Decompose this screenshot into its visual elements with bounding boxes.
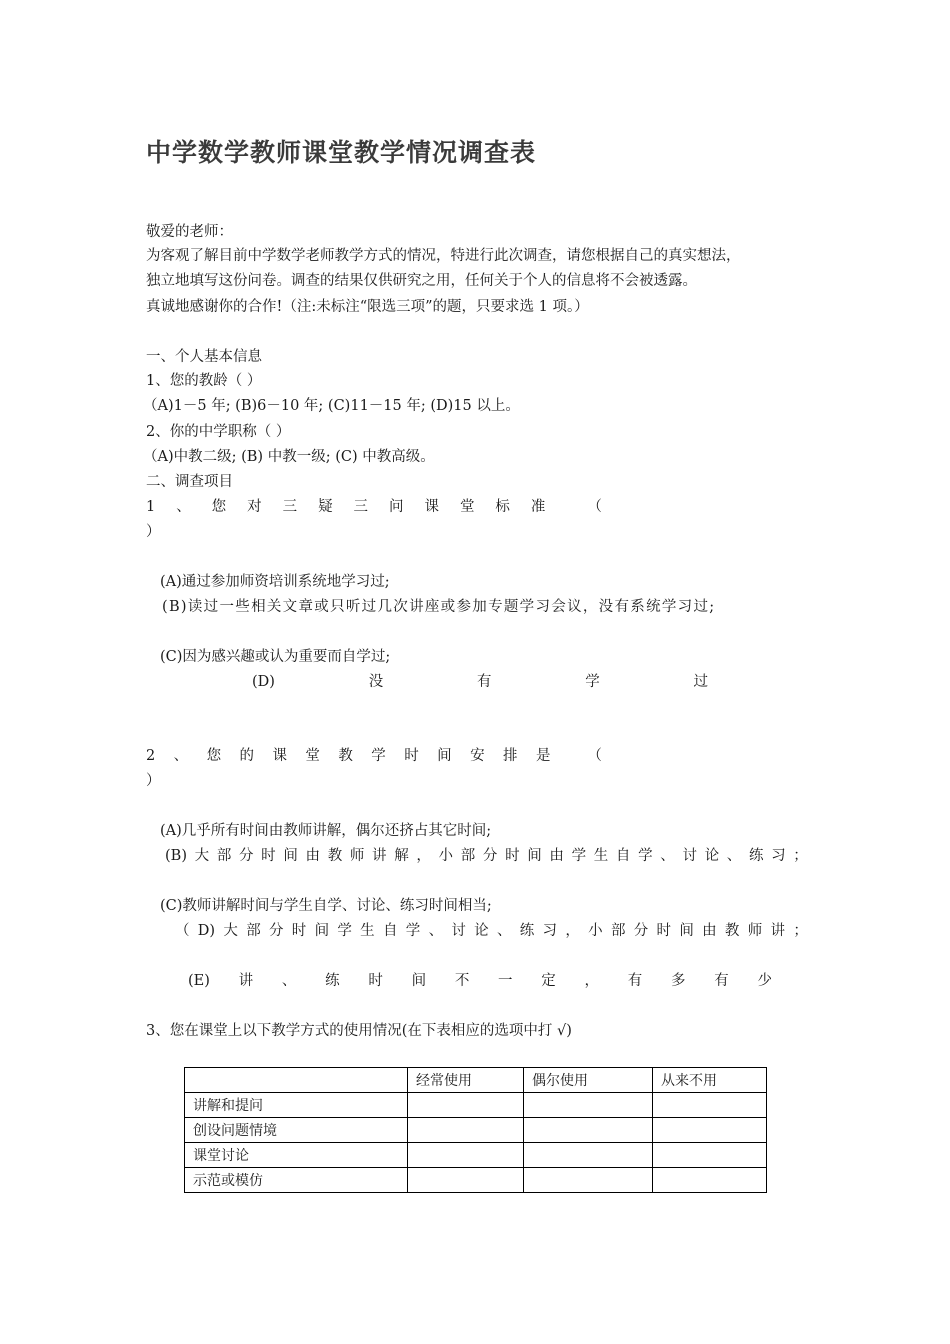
option-char: 有 — [714, 973, 729, 989]
question-char: 三 — [353, 499, 369, 515]
table-cell[interactable] — [524, 1168, 653, 1193]
option-char: 教 — [724, 923, 740, 939]
table-row — [185, 1093, 767, 1118]
question-char: 您 — [211, 499, 227, 515]
table-row — [185, 1168, 767, 1193]
question-char: 教 — [338, 748, 353, 764]
option-char: 少 — [757, 973, 772, 989]
option-char: 学 — [405, 923, 421, 939]
table-row-label: 创设问题情境 — [185, 1118, 408, 1143]
option-char: 自 — [615, 848, 631, 864]
option-char: 有 — [627, 973, 643, 989]
question-char: 标 — [495, 499, 510, 515]
q1-option-a: (A)通过参加师资培训系统地学习过; — [160, 574, 390, 590]
option-char: 由 — [702, 923, 717, 939]
option-char: 时 — [368, 973, 383, 989]
question-2-close: ） — [146, 773, 161, 789]
option-char: ， — [584, 973, 600, 989]
option-char: 师 — [349, 848, 365, 864]
question-char: 对 — [247, 499, 262, 515]
question-char: 三 — [282, 499, 298, 515]
question-char: 2 — [146, 748, 156, 764]
question-char: 时 — [404, 748, 419, 764]
q2-option-c: (C)教师讲解时间与学生自学、讨论、练习时间相当; — [160, 898, 492, 914]
option-char: 生 — [593, 848, 609, 864]
question-title-rank: 2、你的中学职称（ ） — [146, 424, 291, 440]
question-char: 是 — [535, 748, 551, 764]
option-char: 、 — [660, 848, 675, 864]
table-cell[interactable] — [653, 1143, 767, 1168]
option-char: 间 — [679, 923, 694, 939]
option-char: 学 — [638, 848, 653, 864]
table-cell[interactable] — [653, 1093, 767, 1118]
table-cell[interactable] — [653, 1168, 767, 1193]
question-char: 准 — [530, 499, 546, 515]
option-char: (E) — [188, 973, 210, 989]
question-char: 1 — [146, 499, 156, 515]
question-char: 、 — [173, 748, 189, 764]
option-char: 讨 — [682, 848, 697, 864]
option-char: 讨 — [451, 923, 466, 939]
option-char: 由 — [549, 848, 564, 864]
table-cell[interactable] — [408, 1118, 524, 1143]
question-1-close: ） — [146, 524, 161, 540]
option-char: 、 — [428, 923, 444, 939]
intro-line-1: 为客观了解目前中学数学老师教学方式的情况，特进行此次调查，请您根据自己的真实想法， — [146, 248, 741, 264]
table-cell[interactable] — [408, 1143, 524, 1168]
option-char: 学 — [571, 848, 587, 864]
option-char: 分 — [482, 848, 498, 864]
option-char: 学 — [585, 674, 600, 690]
question-teaching-years: 1、您的教龄（ ） — [146, 373, 262, 389]
table-header-cell: 偶尔使用 — [524, 1068, 653, 1093]
option-char: 教 — [327, 848, 343, 864]
option-char: 有 — [476, 674, 492, 690]
option-char: 过 — [693, 674, 708, 690]
option-char: ； — [793, 848, 808, 864]
table-cell[interactable] — [408, 1093, 524, 1118]
option-char: 间 — [314, 923, 330, 939]
option-char: 学 — [337, 923, 352, 939]
option-char: （ — [175, 923, 190, 939]
option-char: 时 — [505, 848, 520, 864]
option-char: (D) — [252, 674, 275, 690]
q2-option-b — [165, 846, 808, 866]
q2-option-d — [175, 921, 808, 941]
table-cell[interactable] — [524, 1118, 653, 1143]
q2-option-a: (A)几乎所有时间由教师讲解，偶尔还挤占其它时间; — [160, 823, 492, 839]
table-cell[interactable] — [408, 1168, 524, 1193]
option-char: 由 — [305, 848, 321, 864]
option-char: 间 — [527, 848, 542, 864]
option-char: 论 — [474, 923, 489, 939]
q1-option-d — [252, 672, 708, 692]
option-char: 间 — [283, 848, 298, 864]
table-row-label: 示范或模仿 — [185, 1168, 408, 1193]
options-teaching-years: （A)1－5 年; (B)6－10 年; (C)11－15 年; (D)15 以上。 — [143, 398, 520, 414]
q1-option-c: (C)因为感兴趣或认为重要而自学过; — [160, 649, 391, 665]
question-char: 疑 — [318, 499, 333, 515]
question-2-line — [146, 746, 602, 766]
page-title: 中学数学教师课堂教学情况调查表 — [146, 138, 537, 167]
option-char: 部 — [460, 848, 476, 864]
option-char: 一 — [498, 973, 513, 989]
option-char: 大 — [194, 848, 210, 864]
option-char: D) — [197, 923, 216, 939]
option-char: 多 — [670, 973, 686, 989]
table-row-label: 课堂讨论 — [185, 1143, 408, 1168]
table-cell[interactable] — [653, 1118, 767, 1143]
question-char: 排 — [503, 748, 518, 764]
option-char: 没 — [368, 674, 384, 690]
option-char: 练 — [519, 923, 535, 939]
table-header-cell: 从来不用 — [653, 1068, 767, 1093]
option-char: 小 — [588, 923, 603, 939]
question-1-line — [146, 497, 602, 517]
option-char: 生 — [360, 923, 375, 939]
option-char: 不 — [454, 973, 470, 989]
option-char: 师 — [747, 923, 763, 939]
section-2-heading: 二、调查项目 — [146, 474, 233, 490]
question-char: 课 — [272, 748, 287, 764]
option-char: 练 — [325, 973, 340, 989]
table-cell[interactable] — [524, 1143, 653, 1168]
section-1-heading: 一、个人基本信息 — [146, 349, 262, 365]
table-cell[interactable] — [524, 1093, 653, 1118]
question-char: 您 — [206, 748, 222, 764]
question-char: 、 — [176, 499, 191, 515]
question-char: 堂 — [305, 748, 320, 764]
intro-line-3: 真诚地感谢你的合作!（注:未标注“限选三项”的题，只要求选 1 项。） — [146, 299, 589, 315]
option-char: 分 — [633, 923, 649, 939]
question-char: 问 — [389, 499, 404, 515]
option-char: 习 — [771, 848, 786, 864]
option-char: 、 — [726, 848, 742, 864]
question-char: 的 — [239, 748, 255, 764]
table-row — [185, 1143, 767, 1168]
option-char: 习 — [542, 923, 558, 939]
option-char: 练 — [748, 848, 764, 864]
option-char: 部 — [610, 923, 626, 939]
question-char: 安 — [470, 748, 485, 764]
table-row — [185, 1118, 767, 1143]
option-char: 部 — [246, 923, 261, 939]
intro-greeting: 敬爱的老师： — [146, 224, 233, 240]
option-char: ； — [793, 923, 808, 939]
option-char: 时 — [291, 923, 307, 939]
option-char: 、 — [496, 923, 512, 939]
q2-option-e — [188, 971, 772, 991]
option-char: 分 — [268, 923, 284, 939]
q1-option-b: (B)读过一些相关文章或只听过几次讲座或参加专题学习会议，没有系统学习过; — [162, 599, 716, 615]
option-char: 论 — [704, 848, 720, 864]
option-char: 时 — [656, 923, 672, 939]
table-header-row — [185, 1068, 767, 1093]
option-char: ， — [416, 848, 431, 864]
option-char: 解 — [394, 848, 409, 864]
option-char: 讲 — [372, 848, 387, 864]
question-char: 堂 — [459, 499, 475, 515]
intro-line-2: 独立地填写这份问卷。调查的结果仅供研究之用，任何关于个人的信息将不会被透露。 — [146, 273, 697, 289]
option-char: 小 — [438, 848, 454, 864]
option-char: ， — [565, 923, 580, 939]
options-title-rank: （A)中教二级; (B) 中教一级; (C) 中教高级。 — [143, 449, 435, 465]
option-char: 、 — [281, 973, 297, 989]
option-char: 部 — [216, 848, 232, 864]
option-char: 定 — [541, 973, 556, 989]
table-header-cell — [185, 1068, 408, 1093]
question-char: 间 — [437, 748, 452, 764]
option-char: 大 — [223, 923, 238, 939]
option-char: 分 — [239, 848, 254, 864]
question-char: （ — [587, 748, 602, 764]
option-char: 自 — [382, 923, 398, 939]
option-char: 时 — [261, 848, 276, 864]
table-row-label: 讲解和提问 — [185, 1093, 408, 1118]
table-header-cell: 经常使用 — [408, 1068, 524, 1093]
teaching-methods-table — [184, 1067, 767, 1193]
question-char: 课 — [424, 499, 439, 515]
option-char: 讲 — [238, 973, 254, 989]
question-char: 学 — [371, 748, 386, 764]
option-char: 讲 — [770, 923, 786, 939]
option-char: (B) — [165, 848, 187, 864]
option-char: 间 — [411, 973, 427, 989]
question-3: 3、您在课堂上以下教学方式的使用情况(在下表相应的选项中打 √) — [146, 1023, 572, 1039]
question-char: （ — [587, 499, 602, 515]
